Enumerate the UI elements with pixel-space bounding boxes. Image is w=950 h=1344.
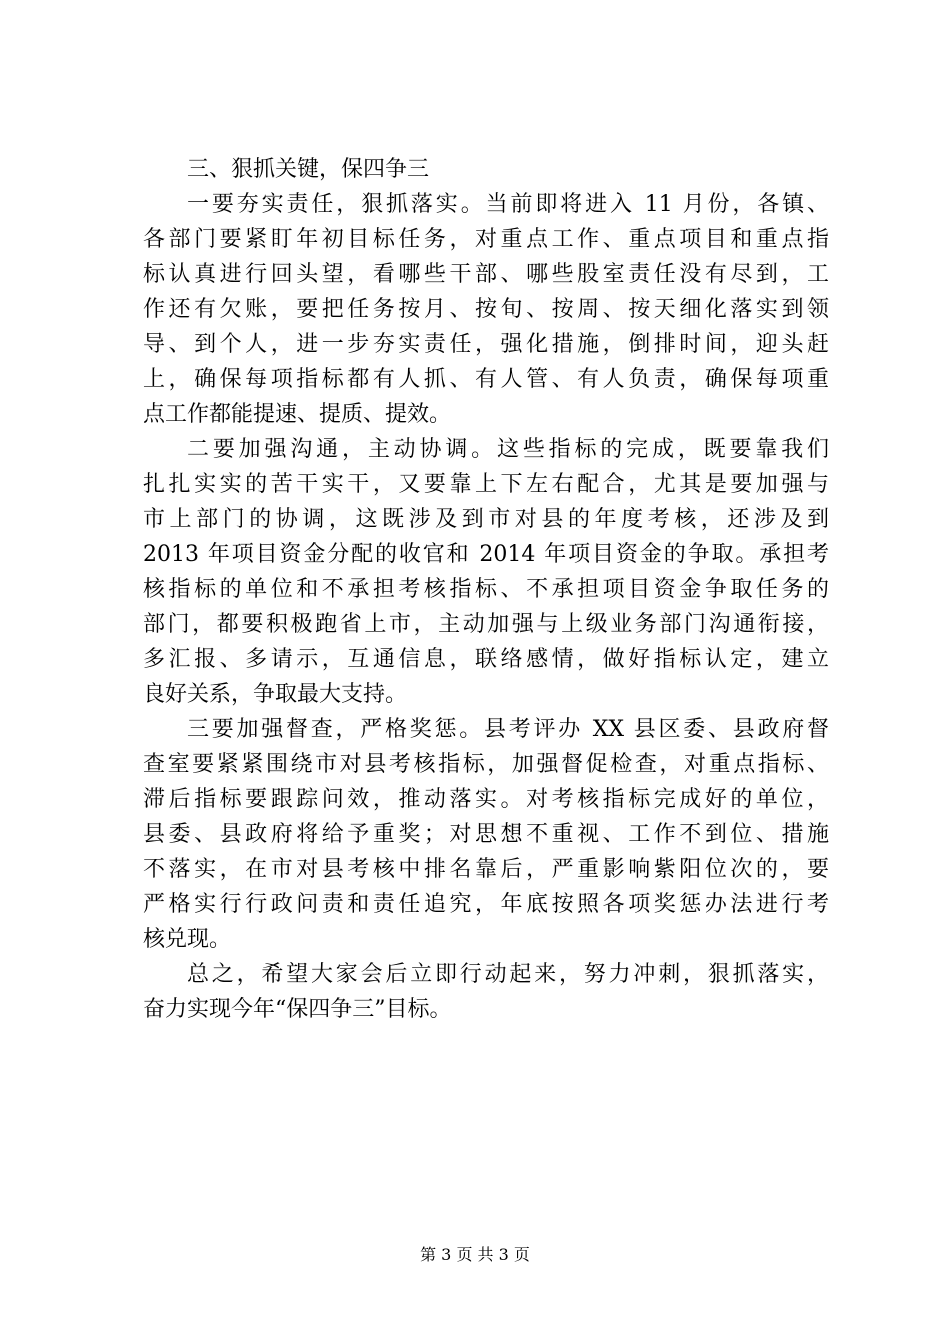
text-line: 滞后指标要跟踪问效，推动落实。对考核指标完成好的单位， xyxy=(143,787,829,812)
paragraph-4 xyxy=(143,957,829,1027)
document-body xyxy=(143,152,829,1027)
text-line: 导、到个人，进一步夯实责任，强化措施，倒排时间，迎头赶 xyxy=(143,332,829,357)
text-line: 县委、县政府将给予重奖；对思想不重视、工作不到位、措施 xyxy=(143,822,829,847)
text-line: 部门，都要积极跑省上市，主动加强与上级业务部门沟通衔接， xyxy=(143,612,829,637)
heading-section-three xyxy=(143,152,829,187)
paragraph-2 xyxy=(143,432,829,712)
text-line: 奋力实现今年“保四争三”目标。 xyxy=(143,997,452,1022)
paragraph-1 xyxy=(143,187,829,432)
text-line: 核兑现。 xyxy=(143,927,232,952)
text-line: 标认真进行回头望，看哪些干部、哪些股室责任没有尽到，工 xyxy=(143,262,829,287)
text-line: 市上部门的协调，这既涉及到市对县的年度考核，还涉及到 xyxy=(143,507,829,532)
text-line: 扎扎实实的苦干实干，又要靠上下左右配合，尤其是要加强与 xyxy=(143,472,829,497)
text-line: 严格实行行政问责和责任追究，年底按照各项奖惩办法进行考 xyxy=(143,892,829,917)
text-line: 良好关系，争取最大支持。 xyxy=(143,682,408,707)
page-footer: 第 3 页 共 3 页 xyxy=(420,1245,530,1264)
text-line: 2013 年项目资金分配的收官和 2014 年项目资金的争取。承担考 xyxy=(143,542,829,567)
text-line: 三、狠抓关键，保四争三 xyxy=(187,157,430,182)
text-line: 各部门要紧盯年初目标任务，对重点工作、重点项目和重点指 xyxy=(143,227,829,252)
text-line: 上，确保每项指标都有人抓、有人管、有人负责，确保每项重 xyxy=(143,367,829,392)
paragraph-3 xyxy=(143,712,829,957)
text-line: 核指标的单位和不承担考核指标、不承担项目资金争取任务的 xyxy=(143,577,829,602)
text-line: 查室要紧紧围绕市对县考核指标，加强督促检查，对重点指标、 xyxy=(143,752,829,777)
text-line: 总之，希望大家会后立即行动起来，努力冲刺，狠抓落实， xyxy=(187,962,829,987)
text-line: 三要加强督查，严格奖惩。县考评办 XX 县区委、县政府督 xyxy=(187,717,829,742)
text-line: 一要夯实责任，狠抓落实。当前即将进入 11 月份，各镇、 xyxy=(187,192,829,217)
text-line: 点工作都能提速、提质、提效。 xyxy=(143,402,452,427)
text-line: 二要加强沟通，主动协调。这些指标的完成，既要靠我们 xyxy=(187,437,829,462)
text-line: 作还有欠账，要把任务按月、按旬、按周、按天细化落实到领 xyxy=(143,297,829,322)
text-line: 多汇报、多请示，互通信息，联络感情，做好指标认定，建立 xyxy=(143,647,829,672)
text-line: 不落实，在市对县考核中排名靠后，严重影响紫阳位次的，要 xyxy=(143,857,829,882)
